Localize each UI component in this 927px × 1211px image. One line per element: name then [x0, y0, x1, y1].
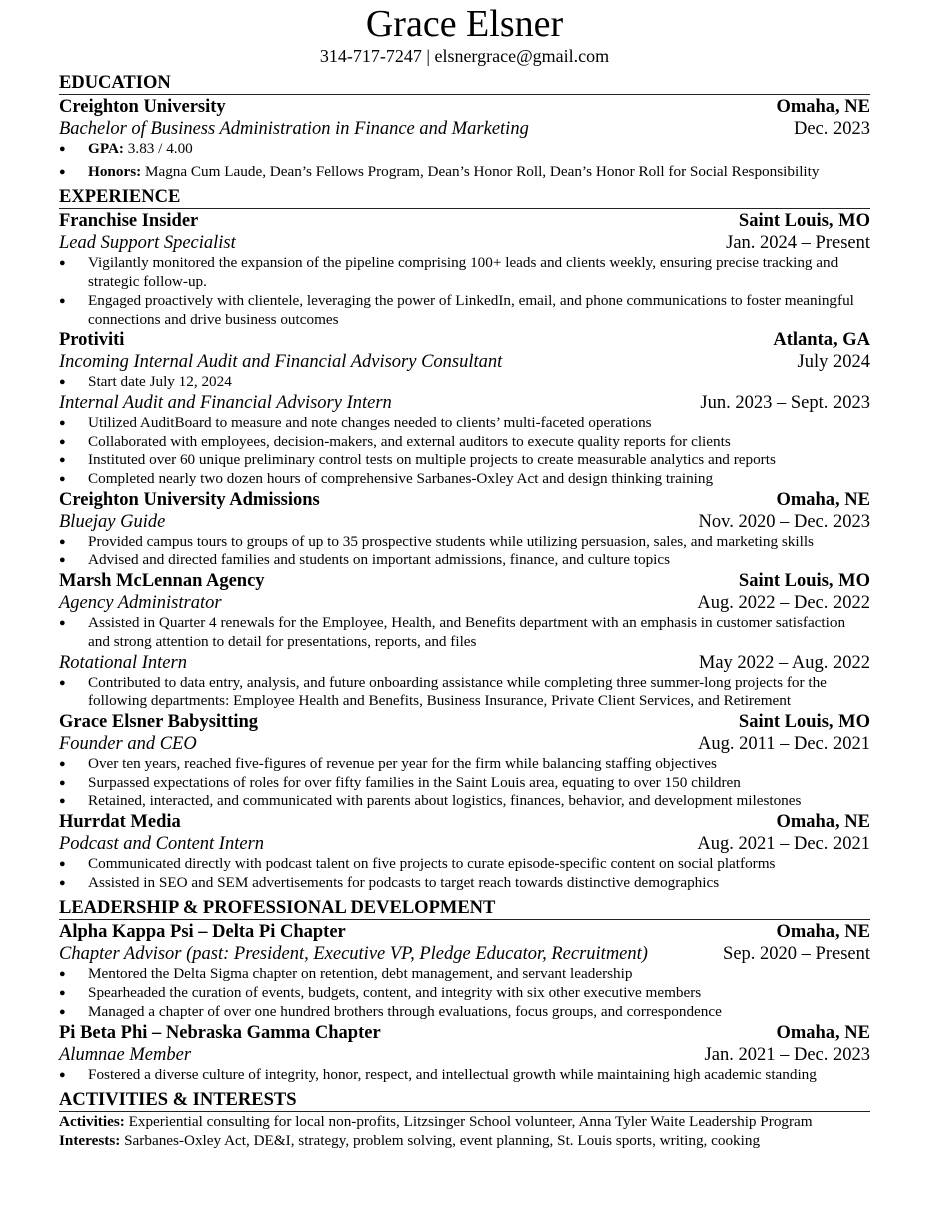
location: Omaha, NE [776, 489, 870, 510]
bullet-item [59, 755, 870, 774]
bullet-list [59, 414, 870, 489]
section-title: EDUCATION [59, 73, 870, 95]
entry-header [59, 570, 870, 592]
bullet-item [59, 855, 870, 874]
activities-label: Activities: [59, 1113, 125, 1131]
bullet-text: Mentored the Delta Sigma chapter on retention, debt management, and servant leadership [88, 965, 633, 983]
bullet-text: Assisted in Quarter 4 renewals for the Employee, Health, and Benefits department with an emphasis in customer satisfaction and strong attention to detail for presentations, reports, and files [88, 614, 846, 650]
bullet-item [59, 792, 870, 811]
contact-info: 314-717-7247 | elsnergrace@gmail.com [319, 46, 610, 66]
interests-line [59, 1132, 870, 1151]
bullet-text: Fostered a diverse culture of integrity, honor, respect, and intellectual growth while maintaining high academic standing [88, 1065, 817, 1083]
section-title: LEADERSHIP & PROFESSIONAL DEVELOPMENT [59, 898, 870, 920]
bullet-list [59, 140, 870, 181]
organization-name: Creighton University [59, 97, 226, 117]
organization-name: Protiviti [59, 330, 125, 351]
bullet-item [59, 163, 870, 182]
role-dates: Jan. 2024 – Present [726, 233, 870, 254]
bullet-item [59, 1066, 870, 1085]
bullet-item [59, 674, 870, 711]
role-header [59, 511, 870, 533]
section-activities [59, 1090, 870, 1150]
bullet-item [59, 874, 870, 893]
section-title: ACTIVITIES & INTERESTS [59, 1090, 870, 1112]
bullet-list [59, 1066, 870, 1085]
bullet-text: Surpassed expectations of roles for over fifty families in the Saint Louis area, equating to over 150 children [88, 773, 741, 791]
role-header [59, 652, 870, 674]
role-header [59, 733, 870, 755]
role-header [59, 1044, 870, 1066]
bullet-text: 3.83 / 4.00 [124, 140, 193, 157]
bullet-item [59, 614, 870, 651]
role-dates: Sep. 2020 – Present [723, 944, 870, 965]
bullet-list [59, 254, 870, 329]
bullet-text: Assisted in SEO and SEM advertisements for podcasts to target reach towards distinctive demographics [88, 873, 720, 891]
bullet-list [59, 533, 870, 570]
bullet-list [59, 674, 870, 711]
location: Omaha, NE [776, 1022, 870, 1043]
role-title: Bachelor of Business Administration in Finance and Marketing [59, 119, 529, 139]
role-title: Chapter Advisor (past: President, Executive VP, Pledge Educator, Recruitment) [59, 944, 648, 965]
role-header [59, 943, 870, 965]
bullet-list [59, 965, 870, 1021]
bullet-label: Honors: [88, 162, 142, 180]
role-title: Incoming Internal Audit and Financial Advisory Consultant [59, 352, 503, 373]
role-dates: Jun. 2023 – Sept. 2023 [700, 392, 870, 413]
bullet-item [59, 965, 870, 984]
location: Omaha, NE [776, 97, 870, 117]
bullet-item [59, 433, 870, 452]
bullet-item [59, 551, 870, 570]
bullet-text: Utilized AuditBoard to measure and note changes needed to clients’ multi-faceted operations [88, 413, 652, 431]
bullet-item [59, 140, 870, 159]
role-header [59, 592, 870, 614]
bullet-text: Communicated directly with podcast talent on five projects to curate episode-specific content on social platforms [88, 855, 776, 873]
bullet-item [59, 984, 870, 1003]
organization-name: Franchise Insider [59, 211, 199, 232]
location: Omaha, NE [776, 812, 870, 833]
bullet-list [59, 755, 870, 811]
bullet-text: Retained, interacted, and communicated with parents about logistics, finances, behavior, and development milestones [88, 792, 802, 810]
bullet-text: Start date July 12, 2024 [88, 373, 232, 391]
organization-name: Pi Beta Phi – Nebraska Gamma Chapter [59, 1022, 381, 1043]
entry-header [59, 1022, 870, 1044]
entry-header [59, 329, 870, 351]
bullet-text: Engaged proactively with clientele, leveraging the power of LinkedIn, email, and phone communications to foster meaningful connections and drive business outcomes [88, 291, 854, 328]
role-dates: May 2022 – Aug. 2022 [698, 652, 870, 673]
role-dates: Aug. 2011 – Dec. 2021 [698, 733, 870, 754]
candidate-name: Grace Elsner [365, 3, 564, 45]
role-dates: Jan. 2021 – Dec. 2023 [704, 1044, 870, 1065]
organization-name: Hurrdat Media [59, 812, 181, 833]
bullet-list [59, 855, 870, 892]
bullet-text: Spearheaded the curation of events, budgets, content, and integrity with six other executive members [88, 984, 702, 1002]
role-header [59, 118, 870, 140]
bullet-text: Contributed to data entry, analysis, and future onboarding assistance while completing three summer-long projects for the following departments: Employee Health and Benefits, Business Insurance, Private Client Services, and Retirement [88, 673, 827, 710]
role-header [59, 351, 870, 373]
bullet-item [59, 774, 870, 793]
bullet-item [59, 451, 870, 470]
bullet-item [59, 373, 870, 392]
organization-name: Marsh McLennan Agency [59, 571, 265, 592]
role-header [59, 392, 870, 414]
bullet-text: Magna Cum Laude, Dean’s Fellows Program, Dean’s Honor Roll, Dean’s Honor Roll for Social Responsibility [141, 162, 820, 180]
entry-header [59, 96, 870, 118]
bullet-text: Over ten years, reached five-figures of revenue per year for the firm while balancing staffing objectives [88, 754, 717, 772]
section-title: EXPERIENCE [59, 187, 870, 209]
entry-header [59, 210, 870, 232]
bullet-text: Collaborated with employees, decision-makers, and external auditors to execute quality reports for clients [88, 432, 731, 450]
section-education [59, 73, 870, 181]
organization-name: Alpha Kappa Psi – Delta Pi Chapter [59, 922, 346, 943]
bullet-item [59, 470, 870, 489]
organization-name: Creighton University Admissions [59, 489, 320, 510]
location: Omaha, NE [776, 922, 870, 943]
bullet-item [59, 292, 870, 329]
role-dates: Dec. 2023 [793, 119, 870, 139]
bullet-text: Advised and directed families and students on important admissions, finance, and culture topics [88, 551, 671, 569]
location: Saint Louis, MO [738, 571, 870, 592]
organization-name: Grace Elsner Babysitting [59, 711, 259, 732]
role-title: Alumnae Member [59, 1044, 192, 1065]
location: Atlanta, GA [773, 330, 870, 351]
role-title: Rotational Intern [59, 652, 187, 673]
role-title: Bluejay Guide [59, 511, 166, 532]
role-dates: Aug. 2022 – Dec. 2022 [697, 593, 870, 614]
bullet-list [59, 614, 870, 651]
bullet-text: Vigilantly monitored the expansion of the pipeline comprising 100+ leads and clients weekly, ensuring precise tracking and strategic follow-up. [88, 254, 839, 291]
location: Saint Louis, MO [738, 211, 870, 232]
bullet-item [59, 254, 870, 291]
entry-header [59, 921, 870, 943]
role-title: Internal Audit and Financial Advisory Intern [59, 392, 392, 413]
bullet-item [59, 1003, 870, 1022]
resume-sections [59, 73, 870, 1084]
role-header [59, 232, 870, 254]
role-dates: July 2024 [797, 352, 870, 373]
bullet-label: GPA: [88, 140, 124, 157]
role-header [59, 833, 870, 855]
section-experience [59, 187, 870, 892]
activities-text: Experiential consulting for local non-profits, Litzsinger School volunteer, Anna Tyler Waite Leadership Program [124, 1113, 813, 1131]
role-title: Podcast and Content Intern [59, 834, 265, 855]
role-title: Agency Administrator [59, 593, 222, 614]
bullet-text: Provided campus tours to groups of up to 35 prospective students while utilizing persuasion, sales, and marketing skills [88, 532, 814, 550]
role-title: Founder and CEO [59, 733, 197, 754]
bullet-list [59, 373, 870, 392]
bullet-text: Managed a chapter of over one hundred brothers through evaluations, focus groups, and correspondence [88, 1002, 722, 1020]
bullet-item [59, 414, 870, 433]
activities-line [59, 1113, 870, 1132]
bullet-text: Instituted over 60 unique preliminary control tests on multiple projects to create measurable analytics and reports [88, 451, 776, 469]
bullet-item [59, 533, 870, 552]
entry-header [59, 811, 870, 833]
role-title: Lead Support Specialist [59, 233, 236, 254]
interests-text: Sarbanes-Oxley Act, DE&I, strategy, problem solving, event planning, St. Louis sports, writing, cooking [120, 1131, 761, 1149]
role-dates: Aug. 2021 – Dec. 2021 [697, 834, 870, 855]
entry-header [59, 489, 870, 511]
entry-header [59, 711, 870, 733]
bullet-text: Completed nearly two dozen hours of comprehensive Sarbanes-Oxley Act and design thinking training [88, 470, 714, 488]
interests-label: Interests: [59, 1131, 121, 1149]
role-dates: Nov. 2020 – Dec. 2023 [698, 511, 870, 532]
section-leadership [59, 898, 870, 1084]
location: Saint Louis, MO [738, 711, 870, 732]
